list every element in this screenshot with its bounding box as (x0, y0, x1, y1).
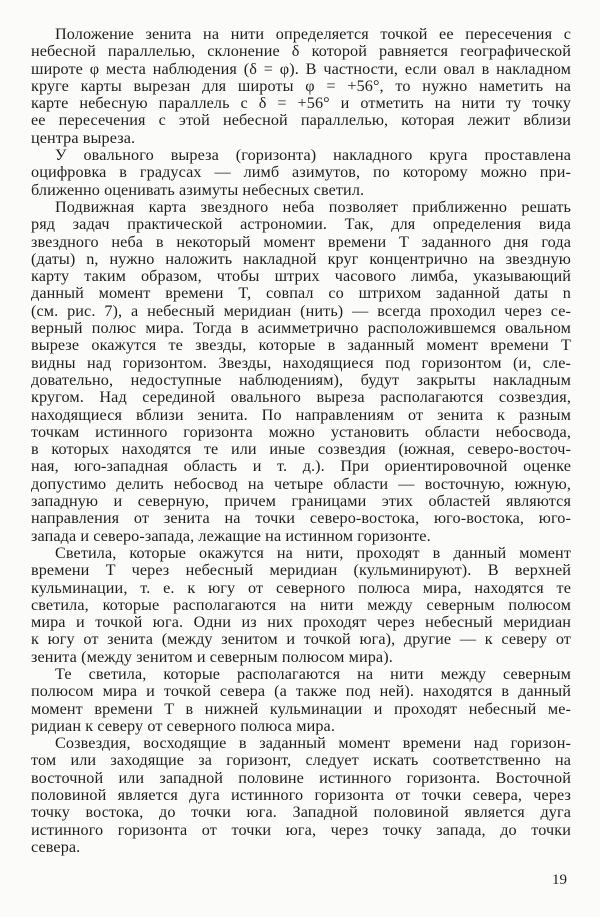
text-line: Положение зенита на нити определяется точкой ее пересечения с (55, 25, 571, 43)
text-line: У овального выреза (горизонта) накладного круга проставлена (55, 146, 571, 165)
text-line: к югу от зенита (между зенитом и точкой юга), другие — к северу от (31, 630, 571, 649)
text-line: точку востока, до точки юга. Западной половиной является дуга (31, 803, 571, 822)
text-line: Подвижная карта звездного неба позволяет приближенно решать (55, 197, 571, 216)
text-line: находящиеся вблизи зенита. По направлениям от зенита к разным (31, 405, 571, 424)
text-line: оцифровка в градусах — лимб азимутов, по которому можно при- (31, 163, 571, 182)
text-line: кульминации, т. е. к югу от северного полюса мира, находятся те (31, 578, 571, 597)
text-line: звездного неба в некоторый момент времени T заданного дня года (31, 232, 571, 251)
text-line: точкам истинного горизонта можно установить области небосвода, (31, 422, 571, 441)
text-line: светила, которые располагаются на нити между северным полюсом (31, 595, 571, 614)
text-line: половиной является дуга истинного горизонта от точки севера, через (31, 786, 571, 805)
text-line: направления от зенита на точки северо-востока, юго-востока, юго- (31, 509, 571, 528)
text-line: вырезе окажутся те звезды, которые в заданный момент времени T (31, 336, 571, 355)
paragraph (31, 666, 571, 735)
text-line: севера. (31, 837, 81, 856)
text-line: ряд задач практической астрономии. Так, для определения вида (31, 215, 571, 234)
text-line: (даты) n, нужно наложить накладной круг концентрично на звездную (31, 249, 571, 268)
text-line: Те светила, которые располагаются на нити между северным (55, 664, 571, 683)
text-line: зенита (между зенитом и северным полюсом мира). (31, 647, 393, 666)
text-line: западную и северную, причем границами этих областей являются (31, 492, 571, 511)
text-line: истинного горизонта от точки юга, через точку запада, до точки (31, 820, 571, 839)
paragraph (31, 545, 571, 666)
text-line: восточной или западной половине истинного горизонта. Восточной (31, 768, 571, 787)
text-line: Светила, которые окажутся на нити, проходят в данный момент (55, 543, 571, 562)
text-line: допустимо делить небосвод на четыре области — восточную, южную, (31, 474, 571, 493)
text-line: ее пересечения с этой небесной параллелью, которая лежит вблизи (31, 111, 571, 130)
text-line: довательно, недоступные наблюдениям), будут закрыты накладным (31, 370, 571, 389)
text-line: центра выреза. (31, 128, 136, 147)
paragraph (31, 26, 571, 147)
text-line: карту таким образом, чтобы штрих часового лимба, указывающий (31, 267, 571, 286)
text-line: момент времени T в нижней кульминации и проходят небесный ме- (31, 699, 571, 718)
text-line: данный момент времени T, совпал со штрихом заданной даты n (31, 284, 571, 303)
text-line: ная, юго-западная область и т. д.). При ориентировочной оценке (31, 457, 571, 476)
text-line: верный полюс мира. Тогда в асимметрично расположившемся овальном (31, 319, 571, 338)
text-line: том или заходящие за горизонт, следует искать соответственно на (31, 751, 571, 770)
text-line: мира и точкой юга. Одни из них проходят через небесный меридиан (31, 613, 571, 632)
text-line: круге карты вырезан для широты φ = +56°, то нужно наметить на (31, 76, 571, 95)
paragraph (31, 735, 571, 856)
page-body (31, 26, 571, 856)
text-line: запада и северо-запада, лежащие на истинном горизонте. (31, 526, 431, 545)
text-line: широте φ места наблюдения (δ = φ). В частности, если овал в накладном (31, 59, 571, 78)
text-line: полюсом мира и точкой севера (а также под ней). находятся в данный (31, 682, 571, 701)
text-line: ближенно оценивать азимуты небесных светил. (31, 180, 365, 199)
text-line: кругом. Над серединой овального выреза располагаются созвездия, (31, 388, 571, 407)
text-line: Созвездия, восходящие в заданный момент времени над горизон- (55, 734, 571, 753)
text-line: ридиан к северу от северного полюса мира. (31, 716, 335, 735)
text-line: небесной параллелью, склонение δ которой равняется географической (31, 42, 571, 61)
page-number: 19 (552, 872, 567, 888)
paragraph (31, 199, 571, 545)
text-line: карте небесную параллель с δ = +56° и отметить на нити ту точку (31, 94, 571, 113)
paragraph (31, 147, 571, 199)
text-line: видны над горизонтом. Звезды, находящиеся под горизонтом (и, сле- (31, 353, 571, 372)
text-line: (см. рис. 7), а небесный меридиан (нить) — всегда проходил через се- (31, 301, 571, 320)
text-line: времени T через небесный меридиан (кульминируют). В верхней (31, 561, 571, 580)
text-line: в которых находятся те или иные созвездия (южная, северо-восточ- (31, 440, 571, 459)
